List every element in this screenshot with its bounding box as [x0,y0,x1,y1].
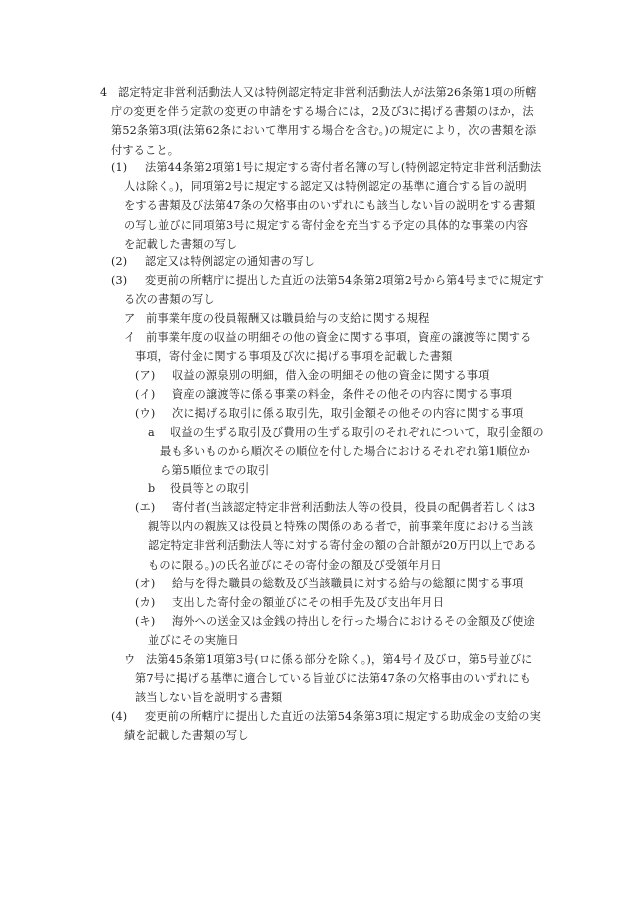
item-text-line: 変更前の所轄庁に提出した直近の法第54条第2項第2号から第4号までに規定す [145,274,545,287]
item-text-line: 寄付者(当該認定特定非営利活動法人等の役員，役員の配偶者若しくは3 [172,501,536,514]
item-label: (キ) [135,615,156,628]
item-i-i [0,385,630,404]
item-i-u [0,404,630,423]
item-text-line: 事項，寄付金に関する事項及び次に掲げる事項を記載した書類 [135,350,453,364]
item-label: (オ) [135,577,156,590]
item-text-line: 人は除く。)，同項第2号に規定する認定又は特例認定の基準に適合する旨の説明 [124,180,527,194]
item-text-line: ら第5順位までの取引 [160,464,270,478]
item-i [0,328,630,366]
item-label: ウ [124,653,136,666]
item-text-line: 支出した寄付金の額並びにその相手先及び支出年月日 [172,596,445,609]
item-i-ki [0,612,630,650]
item-text-line: 資産の譲渡等に係る事業の料金，条件その他その内容に関する事項 [172,388,513,401]
item-label: ア [124,312,136,325]
item-text-line: 第7号に掲げる基準に適合している旨並びに法第47条の欠格事由のいずれにも [135,672,531,686]
item-label: 4 [100,86,108,99]
item-text-line: 親等以内の親族又は役員と特殊の関係のある者で，前事業年度における当該 [148,520,534,534]
item-text-line: 法第44条第2項第1号に規定する寄付者名簿の写し(特例認定特定非営利活動法 [145,161,542,174]
item-label: イ [124,331,136,344]
item-label: (3) [111,274,128,287]
item-text-line: 海外への送金又は金銭の持出しを行った場合におけるその金額及び使途 [172,615,535,628]
item-text-line: 次に掲げる取引に係る取引先，取引金額その他その内容に関する事項 [172,407,524,420]
item-4-1 [0,158,630,254]
item-label: (ア) [135,369,156,382]
item-text-line: 第52条第3項(法第62条において準用する場合を含む。)の規定により，次の書類を添 [111,124,537,138]
item-label: (ウ) [135,407,156,420]
item-text-line: を記載した書類の写し [124,237,238,251]
item-label: (1) [111,161,128,174]
item-i-ka [0,593,630,612]
item-text-line: をする書類及び法第47条の欠格事由のいずれにも該当しない旨の説明をする書類 [124,199,536,213]
item-i-a [0,366,630,385]
item-text-line: 収益の生ずる取引及び費用の生ずる取引のそれぞれについて，取引金額の [170,426,544,439]
item-text-line: 法第45条第1項第3号(ロに係る部分を除く。)，第4号イ及びロ，第5号並びに [146,653,533,666]
item-label: a [148,426,155,439]
item-text-line: の写し並びに同項第3号に規定する寄付金を充当する予定の具体的な事業の内容 [124,218,529,232]
item-label: (2) [111,255,128,268]
item-text-line: 認定又は特例認定の通知書の写し [145,255,316,268]
item-text-line: 並びにその実施日 [148,634,239,648]
item-4-2 [0,252,630,271]
item-text-line: 績を記載した書類の写し [124,729,249,743]
item-text-line: 最も多いものから順次その順位を付した場合におけるそれぞれ第1順位か [160,445,531,459]
item-text-line: 収益の源泉別の明細，借入金の明細その他の資金に関する事項 [172,369,490,382]
item-label: (イ) [135,388,156,401]
item-text-line: 給与を得た職員の総数及び当該職員に対する給与の総額に関する事項 [172,577,524,590]
item-text-line: 認定特定非営利活動法人等に対する寄付金の額の合計額が20万円以上である [148,539,537,553]
item-i-u-b [0,479,630,498]
item-text-line: 前事業年度の収益の明細その他の資金に関する事項，資産の譲渡等に関する [146,331,532,344]
item-label: (4) [111,710,128,723]
item-i-o [0,574,630,593]
item-text-line: 変更前の所轄庁に提出した直近の法第54条第3項に規定する助成金の支給の実 [145,710,541,723]
item-text-line: 役員等との取引 [170,482,250,495]
item-text-line: 該当しない旨を説明する書類 [135,691,283,705]
item-i-u-a [0,423,630,481]
item-label: (エ) [135,501,156,514]
item-4 [0,83,630,160]
item-label: (カ) [135,596,156,609]
item-u [0,650,630,708]
item-4-3 [0,271,630,309]
item-i-e [0,498,630,575]
item-text-line: ものに限る。)の氏名並びにその寄付金の額及び受領年月日 [148,558,442,572]
item-text-line: る次の書類の写し [124,293,215,307]
item-4-4 [0,707,630,745]
item-a [0,309,630,328]
item-text-line: 庁の変更を伴う定款の変更の申請をする場合には，2及び3に掲げる書類のほか，法 [111,105,534,119]
item-text-line: 認定特定非営利活動法人又は特例認定特定非営利活動法人が法第26条第1項の所轄 [118,86,537,99]
item-text-line: 前事業年度の役員報酬又は職員給与の支給に関する規程 [146,312,430,325]
item-label: b [148,482,156,495]
item-text-line: 付すること。 [111,143,180,157]
